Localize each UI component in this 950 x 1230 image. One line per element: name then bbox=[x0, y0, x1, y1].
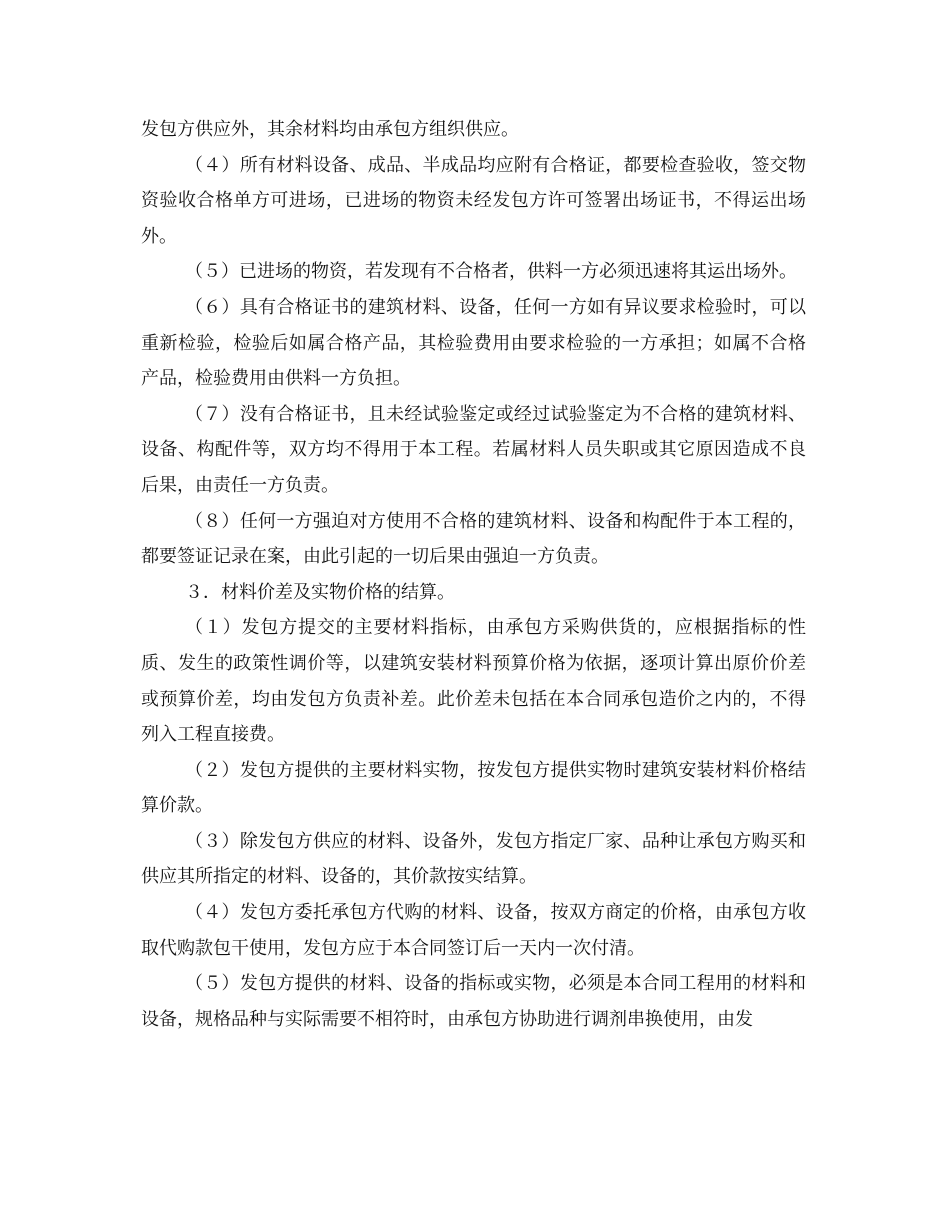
section-heading: ３．材料价差及实物价格的结算。 bbox=[185, 581, 455, 603]
paragraph: （２）发包方提供的主要材料实物，按发包方提供实物时建筑安装材料价格结算价款。 bbox=[141, 759, 806, 817]
paragraph: （３）除发包方供应的材料、设备外，发包方指定厂家、品种让承包方购买和供应其所指定的材料、设备的，其价款按实结算。 bbox=[141, 830, 806, 888]
paragraph: 发包方供应外，其余材料均由承包方组织供应。 bbox=[141, 119, 519, 140]
paragraph: （１）发包方提交的主要材料指标，由承包方采购供货的，应根据指标的性质、发生的政策性调价等，以建筑安装材料预算价格为依据，逐项计算出原价价差或预算价差，均由发包方负责补差。此价差未包括在本合同承包造价之内的，不得列入工程直接费。 bbox=[141, 617, 806, 746]
paragraph: （６）具有合格证书的建筑材料、设备，任何一方如有异议要求检验时，可以重新检验，检验后如属合格产品，其检验费用由要求检验的一方承担；如属不合格产品，检验费用由供料一方负担。 bbox=[141, 296, 806, 390]
paragraph: （８）任何一方强迫对方使用不合格的建筑材料、设备和构配件于本工程的，都要签证记录在案，由此引起的一切后果由强迫一方负责。 bbox=[141, 510, 806, 568]
paragraph: （４）所有材料设备、成品、半成品均应附有合格证，都要检查验收，签交物资验收合格单方可进场，已进场的物资未经发包方许可签署出场证书，不得运出场外。 bbox=[141, 154, 806, 247]
document-body bbox=[141, 112, 806, 1037]
paragraph: （５）已进场的物资，若发现有不合格者，供料一方必须迅速将其运出场外。 bbox=[185, 261, 797, 283]
paragraph: （５）发包方提供的材料、设备的指标或实物，必须是本合同工程用的材料和设备，规格品种与实际需要不相符时，由承包方协助进行调剂串换使用，由发 bbox=[141, 973, 806, 1030]
paragraph: （４）发包方委托承包方代购的材料、设备，按双方商定的价格，由承包方收取代购款包干使用，发包方应于本合同签订后一天内一次付清。 bbox=[141, 902, 806, 959]
paragraph: （７）没有合格证书，且未经试验鉴定或经过试验鉴定为不合格的建筑材料、设备、构配件等，双方均不得用于本工程。若属材料人员失职或其它原因造成不良后果，由责任一方负责。 bbox=[141, 403, 806, 496]
